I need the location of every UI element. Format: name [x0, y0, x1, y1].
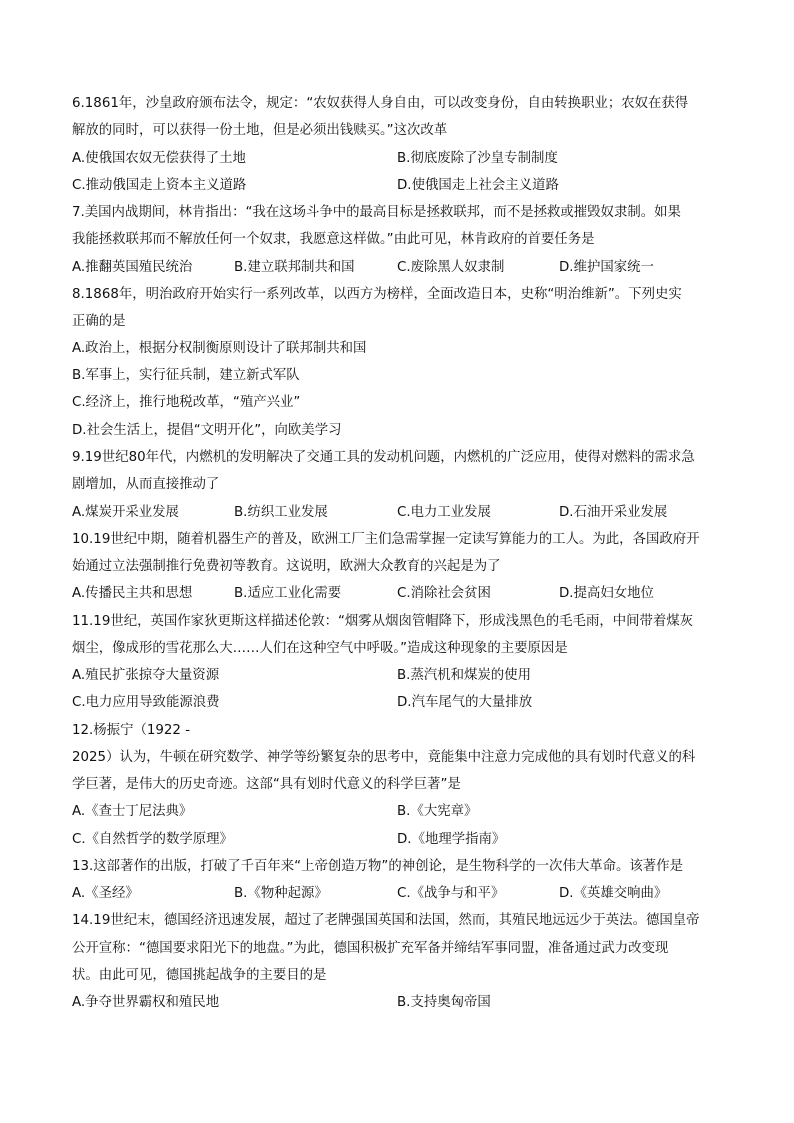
q13-option-d: D.《英雄交响曲》 [559, 886, 668, 901]
q11-option-d: D.汽车尾气的大量排放 [397, 695, 533, 710]
q6-option-c: C.推动俄国走上资本主义道路 [72, 178, 247, 193]
q12-stem-line-2: 2025）认为，牛顿在研究数学、神学等纷繁复杂的思考中，竟能集中注意力完成他的具有划时代意义的科 [72, 750, 696, 765]
q14-stem-line-3: 状。由此可见，德国挑起战争的主要目的是 [72, 968, 327, 983]
q11-option-b: B.蒸汽机和煤炭的使用 [397, 668, 531, 683]
q12-stem-line-1: 12.杨振宁（1922 - [72, 723, 191, 738]
q12-option-b: B.《大宪章》 [397, 804, 478, 819]
q8-option-c: C.经济上，推行地税改革，“殖产兴业” [72, 395, 301, 410]
q13-option-c: C.《战争与和平》 [397, 886, 505, 901]
q13-stem-line-1: 13.这部著作的出版，打破了千百年来“上帝创造万物”的神创论，是生物科学的一次伟大革命。该著作是 [72, 859, 683, 874]
q10-stem-line-2: 始通过立法强制推行免费初等教育。这说明，欧洲大众教育的兴起是为了 [72, 559, 501, 574]
q9-stem-line-1: 9.19世纪80年代，内燃机的发明解决了交通工具的发动机问题，内燃机的广泛应用，使得对燃料的需求急 [72, 450, 695, 465]
q13-option-b: B.《物种起源》 [234, 886, 328, 901]
q6-option-a: A.使俄国农奴无偿获得了土地 [72, 151, 246, 166]
q8-stem-line-2: 正确的是 [72, 314, 126, 329]
q10-option-c: C.消除社会贫困 [397, 586, 491, 601]
q10-option-d: D.提高妇女地位 [559, 586, 654, 601]
q8-option-a: A.政治上，根据分权制衡原则设计了联邦制共和国 [72, 341, 367, 356]
q6-stem-line-1: 6.1861年，沙皇政府颁布法令，规定：“农奴获得人身自由，可以改变身份，自由转换职业；农奴在获得 [72, 96, 689, 111]
q11-stem-line-1: 11.19世纪，英国作家狄更斯这样描述伦敦：“烟雾从烟囱管帽降下，形成浅黑色的毛毛雨，中间带着煤灰 [72, 614, 694, 629]
q8-option-b: B.军事上，实行征兵制，建立新式军队 [72, 368, 300, 383]
q7-option-a: A.推翻英国殖民统治 [72, 260, 193, 275]
q10-option-b: B.适应工业化需要 [234, 586, 342, 601]
q14-option-b: B.支持奥匈帝国 [397, 995, 491, 1010]
q12-option-c: C.《自然哲学的数学原理》 [72, 832, 233, 847]
q10-option-a: A.传播民主共和思想 [72, 586, 193, 601]
q11-stem-line-2: 烟尘，像成形的雪花那么大……人们在这种空气中呼吸。”造成这种现象的主要原因是 [72, 641, 568, 656]
q6-option-d: D.使俄国走上社会主义道路 [397, 178, 559, 193]
q9-option-a: A.煤炭开采业发展 [72, 505, 179, 520]
q14-stem-line-1: 14.19世纪末，德国经济迅速发展，超过了老牌强国英国和法国，然而，其殖民地远远少于英法。德国皇帝 [72, 913, 700, 928]
q7-option-b: B.建立联邦制共和国 [234, 260, 355, 275]
q12-option-d: D.《地理学指南》 [397, 832, 506, 847]
q9-option-c: C.电力工业发展 [397, 505, 491, 520]
q9-option-b: B.纺织工业发展 [234, 505, 328, 520]
q14-stem-line-2: 公开宣称：“德国要求阳光下的地盘。”为此，德国积极扩充军备并缔结军事同盟，准备通过武力改变现 [72, 941, 669, 956]
q7-stem-line-1: 7.美国内战期间，林肯指出：“我在这场斗争中的最高目标是拯救联邦，而不是拯救或摧毁奴隶制。如果 [72, 205, 681, 220]
q11-option-c: C.电力应用导致能源浪费 [72, 695, 220, 710]
q14-option-a: A.争夺世界霸权和殖民地 [72, 995, 220, 1010]
q8-option-d: D.社会生活上，提倡“文明开化”，向欧美学习 [72, 423, 342, 438]
q13-option-a: A.《圣经》 [72, 886, 139, 901]
q6-stem-line-2: 解放的同时，可以获得一份土地，但是必须出钱赎买。”这次改革 [72, 123, 448, 138]
q12-option-a: A.《查士丁尼法典》 [72, 804, 193, 819]
q9-stem-line-2: 剧增加，从而直接推动了 [72, 477, 220, 492]
q9-option-d: D.石油开采业发展 [559, 505, 668, 520]
q7-stem-line-2: 我能拯救联邦而不解放任何一个奴隶，我愿意这样做。”由此可见，林肯政府的首要任务是 [72, 232, 595, 247]
q12-stem-line-3: 学巨著，是伟大的历史奇迹。这部“具有划时代意义的科学巨著”是 [72, 777, 461, 792]
q11-option-a: A.殖民扩张掠夺大量资源 [72, 668, 220, 683]
q10-stem-line-1: 10.19世纪中期，随着机器生产的普及，欧洲工厂主们急需掌握一定读写算能力的工人。为此，各国政府开 [72, 532, 700, 547]
q6-option-b: B.彻底废除了沙皇专制制度 [397, 151, 558, 166]
q7-option-c: C.废除黑人奴隶制 [397, 260, 505, 275]
q8-stem-line-1: 8.1868年，明治政府开始实行一系列改革，以西方为榜样，全面改造日本，史称“明治维新”。下列史实 [72, 287, 682, 302]
q7-option-d: D.维护国家统一 [559, 260, 654, 275]
